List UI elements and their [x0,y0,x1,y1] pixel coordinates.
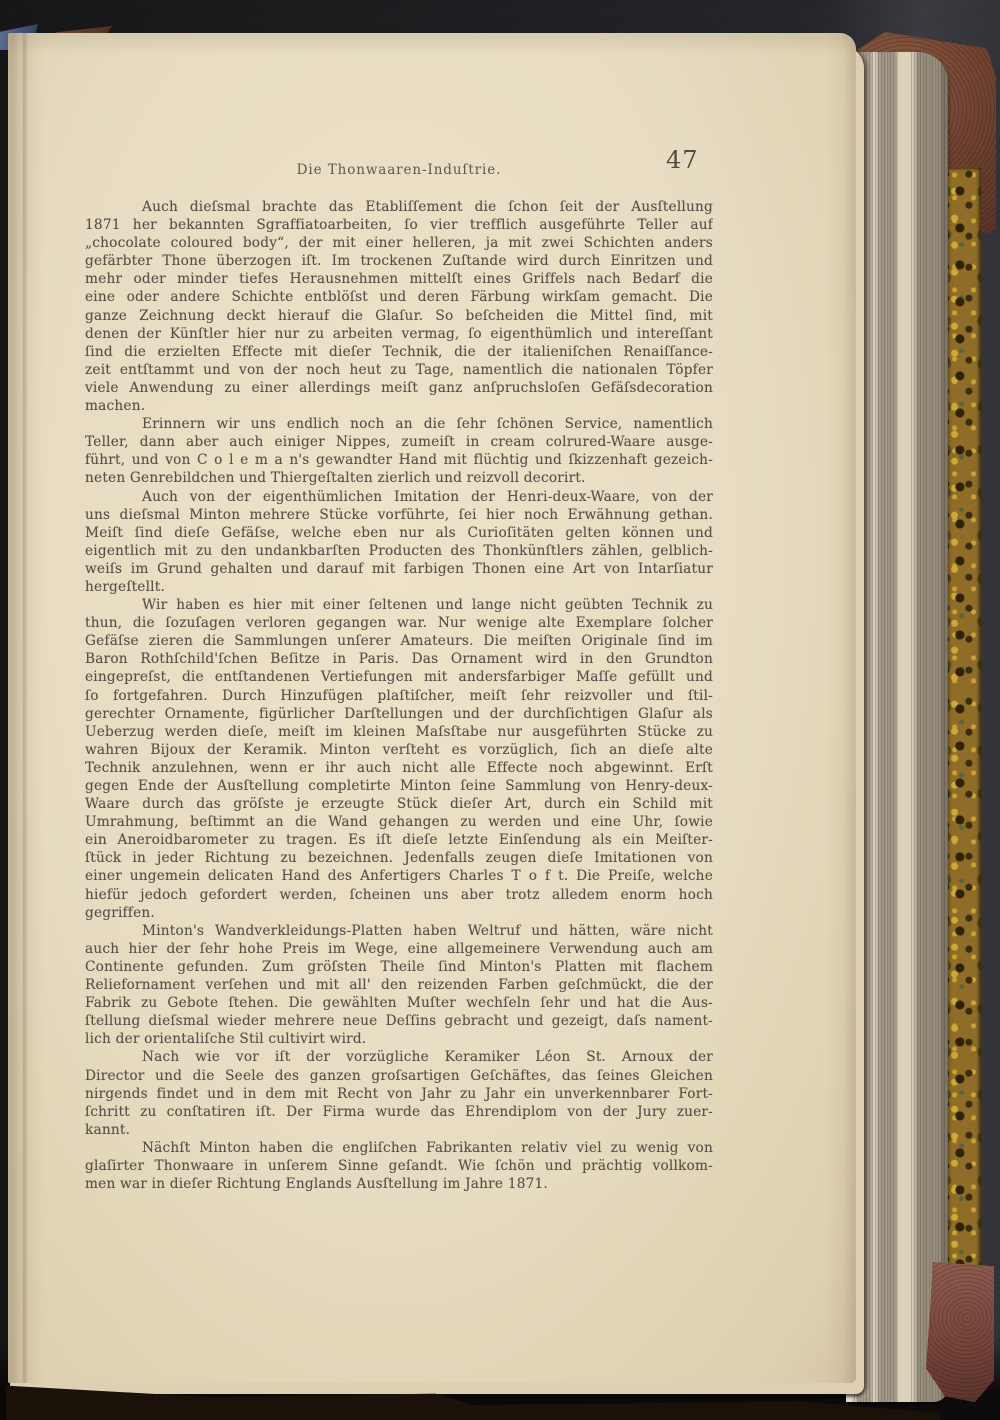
text-line: glaſirter Thonwaare in unſerem Sinne geſandt. Wie ſchön und prächtig vollkom- [85,1157,713,1174]
text-line: hiefür jedoch gefordert werden, ſcheinen uns aber trotz alledem enorm hoch [85,886,713,903]
text-line: zeit entſtammt und von der noch heut zu Tage, namentlich die nationalen Töpfer [85,361,713,378]
text-line: Reliefornament verſehen und mit all' den reizenden Farben geſchmückt, die der [85,977,713,994]
text-line: Technik anzulehnen, wenn er ihr auch nicht alle Effecte noch abgewinnt. Erſt [85,759,713,776]
text-line: uns dieſsmal Minton mehrere Stücke vorführte, ſei hier noch Erwähnung gethan. [85,506,713,523]
text-line: neten Genrebildchen und Thiergeſtalten zierlich und reizvoll decorirt. [85,470,586,487]
text-line: führt, und von C o l e m a n's gewandter Hand mit flüchtig und ſkizzenhaft gezeich- [85,452,713,469]
text-line: machen. [85,398,146,415]
page-number: 47 [666,146,699,174]
text-line: men war in dieſer Richtung Englands Ausſtellung im Jahre 1871. [85,1176,548,1193]
text-line: 1871 her bekannten Sgraffiatoarbeiten, ſo vier trefflich ausgeführte Teller auf [85,217,713,234]
text-line: Wir haben es hier mit einer ſeltenen und lange nicht geübten Technik zu [142,597,713,614]
paragraph [85,198,713,415]
book-page [8,33,856,1383]
text-line: auch hier der ſehr hohe Preis im Wege, eine allgemeinere Verwendung auch am [85,940,713,957]
text-line: ſo fortgefahren. Durch Hinzufügen plaſtiſcher, meiſt ſehr reizvoller und ſtil- [85,687,713,704]
paragraph [85,922,713,1049]
text-line: ein Aneroidbarometer zu tragen. Es iſt dieſe letzte Einſendung als ein Meiſter- [85,832,713,849]
text-line: Minton's Wandverkleidungs-Platten haben Weltruf und hätten, wäre nicht [142,922,713,939]
text-line: gegen Ende der Ausſtellung completirte Minton ſeine Sammlung von Henry-deux- [85,778,713,794]
text-line: ſind die erzielten Effecte mit dieſer Technik, die der italieniſchen Renaiſſance- [85,343,713,360]
text-line: Baron Rothſchild'ſchen Beſitze in Paris. Das Ornament wird in den Grundton [85,651,713,668]
text-line: mehr oder minder tiefes Herausnehmen mittelſt eines Griffels nach Bedarf die [85,271,713,288]
text-line: Nach wie vor iſt der vorzügliche Keramiker Léon St. Arnoux der [142,1049,713,1066]
text-line: viele Anwendung zu einer allerdings meiſt ganz anſpruchsloſen Gefäſsdecoration [85,379,713,396]
text-line: Umrahmung, beſtimmt an die Wand gehangen zu werden und eine Uhr, ſowie [85,814,713,831]
text-line: hergeſtellt. [85,578,165,595]
text-line: eine oder andere Schichte entblöſst und deren Färbung wirkſam gemacht. Die [85,289,713,306]
text-line: Meiſt ſind dieſe Gefäſse, welche eben nur als Curioſitäten gelten können und [85,524,713,541]
body-text [85,198,713,1193]
text-line: Ueberzug werden dieſe, meiſt im kleinen Maſsſtabe nur ausgeführten Stücke zu [85,723,713,740]
text-line: „chocolate coloured body“, der mit einer helleren, ja mit zwei Schichten anders [85,235,713,252]
text-line: Director und die Seele des ganzen groſsartigen Geſchäftes, das ſeines Gleichen [85,1067,713,1084]
text-line: Teller, dann aber auch einiger Nippes, zumeiſt in cream colrured-Waare ausge- [85,434,713,451]
text-line: eigentlich mit zu den undankbarſten Producten des Thonkünſtlers zählen, gelblich- [85,542,713,559]
leather-cover-corner-bottom [926,1262,994,1402]
paragraph [85,1139,713,1193]
text-line: gegriffen. [85,904,155,921]
text-line: thun, die ſozuſagen verloren gegangen war. Nur wenige alte Exemplare ſolcher [85,615,713,632]
text-line: Fabrik zu Gebote ſtehen. Die gewählten Muſter wechſeln ſehr und hat die Aus- [85,995,713,1012]
text-line: Gefäſse zieren die Sammlungen unſerer Amateurs. Die meiſten Originale ſind im [85,633,713,650]
text-line: wahren Bijoux der Keramik. Minton verſteht es vorzüglich, ſich an dieſe alte [85,741,713,758]
text-line: gerechter Ornamente, figürlicher Darſtellungen und der durchſichtigen Glaſur als [85,705,713,722]
text-line: ſtück in jeder Richtung zu bezeichnen. Jedenfalls zeugen dieſe Imitationen von [85,850,713,867]
text-line: denen der Künſtler hier nur zu arbeiten vermag, ſo eigenthümlich und intereſſant [85,325,713,342]
text-line: ſtellung dieſsmal wieder mehrere neue Deſſins gebracht und gezeigt, daſs nament- [85,1013,713,1030]
text-line: gefärbter Thone überzogen iſt. Im trockenen Zuſtande wird durch Einritzen und [85,253,713,270]
running-title: Die Thonwaaren-Induſtrie. [296,162,502,178]
text-line: Nächſt Minton haben die engliſchen Fabrikanten relativ viel zu wenig von [142,1139,713,1156]
text-line: Waare durch das gröſste je erzeugte Stück dieſer Art, durch ein Schild mit [85,796,713,813]
text-line: Erinnern wir uns endlich noch an die ſehr ſchönen Service, namentlich [142,416,713,433]
text-line: nirgends findet und in dem mit Recht von Jahr zu Jahr ein unverkennbarer Fort- [85,1085,713,1102]
paragraph [85,415,713,487]
text-line: Auch von der eigenthümlichen Imitation der Henri-deux-Waare, von der [142,488,713,505]
text-line: Auch dieſsmal brachte das Etabliſſement die ſchon ſeit der Ausſtellung [142,199,713,215]
text-line: ſchritt zu conſtatiren iſt. Der Firma wurde das Ehrendiplom von der Jury zuer- [85,1103,713,1120]
paragraph [85,596,713,922]
paragraph [85,1048,713,1138]
text-line: ganze Zeichnung deckt hierauf die Glaſur. So beſcheiden die Mittel ſind, mit [85,307,713,324]
text-line: einer ungemein delicaten Hand des Anfertigers Charles T o f t. Die Preiſe, welche [85,868,713,885]
paragraph [85,488,713,597]
text-line: Continente gefunden. Zum gröſsten Theile ſind Minton's Platten mit flachem [85,958,713,975]
text-line: weiſs im Grund gehalten und darauf mit farbigen Thonen eine Art von Intarſiatur [85,560,713,577]
text-line: eingepreſst, die entſtandenen Vertiefungen mit andersfarbiger Maſſe gefüllt und [85,669,713,686]
text-line: lich der orientaliſche Stil cultivirt wird. [85,1031,367,1048]
text-line: kannt. [85,1121,131,1138]
